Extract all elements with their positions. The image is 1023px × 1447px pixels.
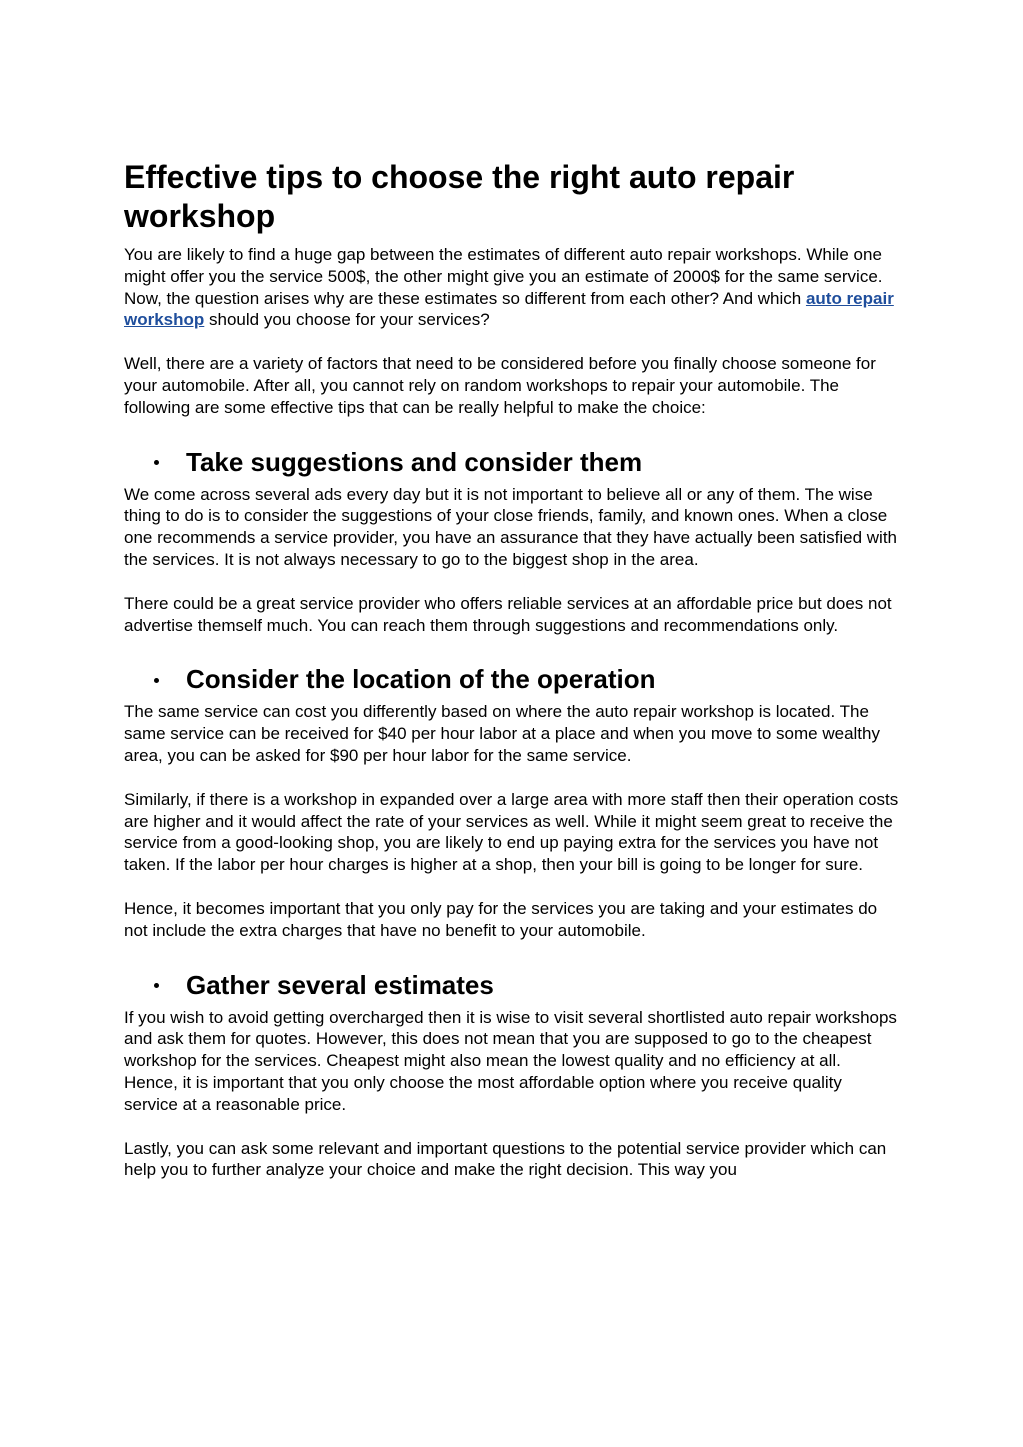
auto-repair-workshop-link[interactable]: auto repair workshop bbox=[124, 288, 894, 330]
page-title: Effective tips to choose the right auto repair workshop bbox=[124, 159, 795, 234]
section-paragraph: There could be a great service provider who offers reliable services at an affordable price but does not advertise themself much. You can reach them through suggestions and recommendations only. bbox=[124, 593, 892, 635]
section-location bbox=[124, 663, 899, 941]
document-page bbox=[124, 158, 899, 1181]
bullet-icon bbox=[124, 663, 186, 695]
section-heading-text: Gather several estimates bbox=[186, 969, 494, 1000]
section-paragraph: Lastly, you can ask some relevant and important questions to the potential service provider which can help you to further analyze your choice and make the right decision. This way you bbox=[124, 1138, 887, 1180]
section-estimates bbox=[124, 969, 899, 1182]
intro-text-before-link: You are likely to find a huge gap between the estimates of different auto repair workshops. While one might offer you the service 500$, the other might give you an estimate of 2000$ for the same service. Now, the question arises why are these estimates so different from each other? And which bbox=[124, 245, 883, 308]
section-heading bbox=[124, 663, 899, 695]
section-heading-text: Consider the location of the operation bbox=[186, 664, 656, 695]
section-suggestions bbox=[124, 446, 899, 637]
intro-text-after-link: should you choose for your services? bbox=[204, 310, 490, 330]
section-heading bbox=[124, 969, 899, 1001]
section-paragraph: Similarly, if there is a workshop in expanded over a large area with more staff then their operation costs are higher and it would affect the rate of your services as well. While it might seem great to receive the service from a good-looking shop, you are likely to end up paying extra for the services you have not taken. If the labor per hour charges is higher at a shop, then your bill is going to be longer for sure. bbox=[124, 789, 899, 875]
section-paragraph: Hence, it becomes important that you only pay for the services you are taking and your estimates do not include the extra charges that have no benefit to your automobile. bbox=[124, 898, 878, 940]
section-heading bbox=[124, 446, 899, 478]
intro-paragraph-1 bbox=[124, 244, 899, 331]
section-paragraph: If you wish to avoid getting overcharged then it is wise to visit several shortlisted auto repair workshops and ask them for quotes. However, this does not mean that you are supposed to go to the cheapest workshop for the services. Cheapest might also mean the lowest quality and no efficiency at all. Hence, it is important that you only choose the most affordable option where you receive quality service at a reasonable price. bbox=[124, 1007, 897, 1114]
intro-paragraph-2: Well, there are a variety of factors that need to be considered before you finally choose someone for your automobile. After all, you cannot rely on random workshops to repair your automobile. The following are some effective tips that can be really helpful to make the choice: bbox=[124, 354, 876, 417]
bullet-icon bbox=[124, 969, 186, 1001]
bullet-icon bbox=[124, 446, 186, 478]
section-heading-text: Take suggestions and consider them bbox=[186, 446, 643, 477]
section-paragraph: The same service can cost you differently based on where the auto repair workshop is located. The same service can be received for $40 per hour labor at a place and when you move to some wealthy area, you can be asked for $90 per hour labor for the same service. bbox=[124, 702, 880, 765]
section-paragraph: We come across several ads every day but it is not important to believe all or any of them. The wise thing to do is to consider the suggestions of your close friends, family, and known ones. When a close one recommends a service provider, you have an assurance that they have actually been satisfied with the services. It is not always necessary to go to the biggest shop in the area. bbox=[124, 484, 897, 569]
